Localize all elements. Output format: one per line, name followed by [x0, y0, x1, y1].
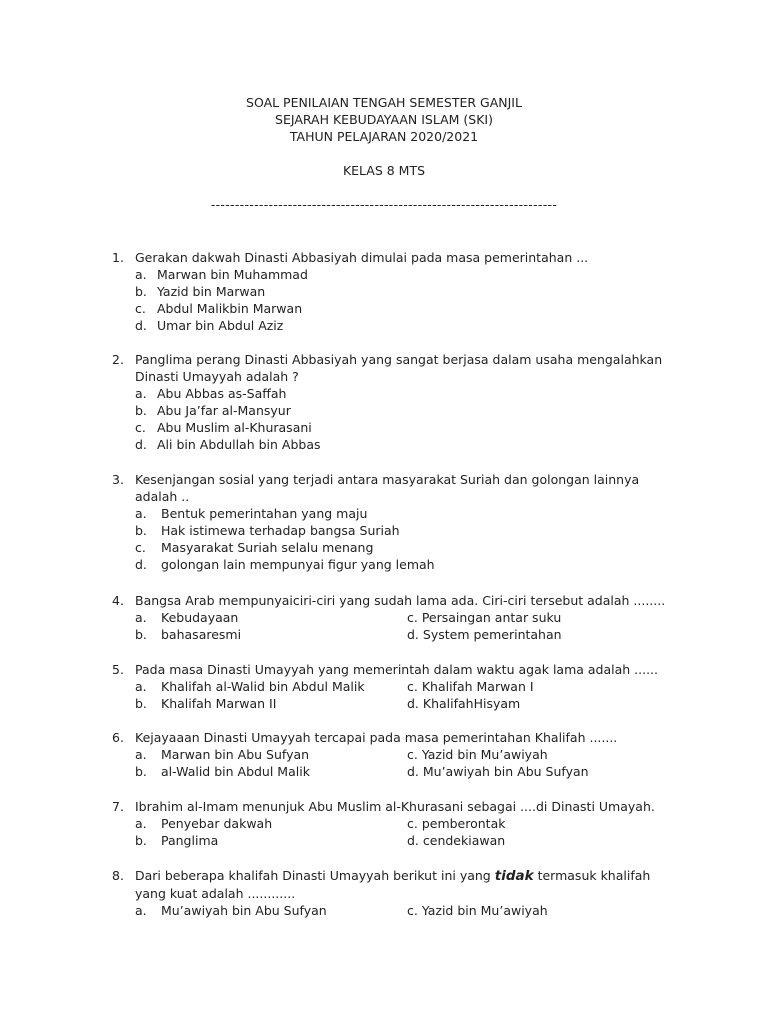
option-row-1: a. Khalifah al-Walid bin Abdul Malik c. Khalifah Marwan I — [135, 679, 534, 694]
document-header — [0, 94, 768, 213]
academic-year: TAHUN PELAJARAN 2020/2021 — [289, 129, 479, 144]
option-row-2: b. Panglima d. cendekiawan — [135, 833, 506, 848]
question-text: Pada masa Dinasti Umayyah yang memerintah dalam waktu agak lama adalah ...... — [135, 662, 659, 677]
option-c: c. Masyarakat Suriah selalu menang — [135, 540, 374, 555]
question-8 — [112, 867, 672, 919]
option-a: a. Marwan bin Muhammad — [135, 267, 308, 282]
question-4 — [112, 592, 672, 643]
option-b: b. Abu Ja’far al-Mansyur — [135, 403, 291, 418]
option-d: d. Ali bin Abdullah bin Abbas — [135, 437, 321, 452]
question-number: 4. — [112, 593, 124, 608]
question-text: Kesenjangan sosial yang terjadi antara masyarakat Suriah dan golongan lainnya adalah .. — [135, 472, 640, 504]
question-7 — [112, 798, 672, 849]
option-c: c. Abdul Malikbin Marwan — [135, 301, 303, 316]
emphasis-word: tidak — [494, 868, 534, 884]
option-row-1: a. Penyebar dakwah c. pemberontak — [135, 816, 506, 831]
question-2 — [112, 351, 672, 453]
option-row-2: b. Khalifah Marwan II d. KhalifahHisyam — [135, 696, 521, 711]
option-row-1: a. Kebudayaan c. Persaingan antar suku — [135, 610, 562, 625]
option-row-2: b. bahasaresmi d. System pemerintahan — [135, 627, 562, 642]
question-text: Dari beberapa khalifah Dinasti Umayyah berikut ini yang tidak termasuk khalifah yang kuat adalah ............ — [135, 868, 651, 901]
option-b: b. Hak istimewa terhadap bangsa Suriah — [135, 523, 400, 538]
question-number: 5. — [112, 662, 124, 677]
question-6 — [112, 729, 672, 780]
divider-line: ------------------------------------------------------------------------ — [210, 197, 558, 212]
option-a: a. Abu Abbas as-Saffah — [135, 386, 287, 401]
option-a: a. Bentuk pemerintahan yang maju — [135, 506, 368, 521]
question-1 — [112, 249, 672, 334]
subject-title: SEJARAH KEBUDAYAAN ISLAM (SKI) — [275, 112, 493, 127]
exam-title: SOAL PENILAIAN TENGAH SEMESTER GANJIL — [246, 95, 522, 110]
question-number: 2. — [112, 352, 124, 367]
question-number: 8. — [112, 868, 124, 883]
question-number: 6. — [112, 730, 124, 745]
question-number: 7. — [112, 799, 124, 814]
question-text: Gerakan dakwah Dinasti Abbasiyah dimulai pada masa pemerintahan ... — [135, 250, 589, 265]
option-b: b. Yazid bin Marwan — [135, 284, 266, 299]
question-text: Panglima perang Dinasti Abbasiyah yang sangat berjasa dalam usaha mengalahkan Dinasti Umayyah adalah ? — [135, 352, 663, 384]
question-3 — [112, 471, 672, 573]
question-text: Kejayaaan Dinasti Umayyah tercapai pada masa pemerintahan Khalifah ....... — [135, 730, 618, 745]
option-d: d. golongan lain mempunyai figur yang lemah — [135, 557, 435, 572]
option-d: d. Umar bin Abdul Aziz — [135, 318, 284, 333]
question-number: 3. — [112, 472, 124, 487]
question-number: 1. — [112, 250, 124, 265]
question-5 — [112, 661, 672, 712]
question-text: Ibrahim al-Imam menunjuk Abu Muslim al-Khurasani sebagai ....di Dinasti Umayah. — [135, 799, 655, 814]
option-c: c. Abu Muslim al-Khurasani — [135, 420, 312, 435]
option-row-1: a. Mu’awiyah bin Abu Sufyan c. Yazid bin Mu’awiyah — [135, 903, 548, 918]
option-row-1: a. Marwan bin Abu Sufyan c. Yazid bin Mu’awiyah — [135, 747, 548, 762]
option-row-2: b. al-Walid bin Abdul Malik d. Mu’awiyah bin Abu Sufyan — [135, 764, 589, 779]
class-label: KELAS 8 MTS — [342, 163, 426, 178]
question-text: Bangsa Arab mempunyaiciri-ciri yang sudah lama ada. Ciri-ciri tersebut adalah ........ — [135, 593, 666, 608]
